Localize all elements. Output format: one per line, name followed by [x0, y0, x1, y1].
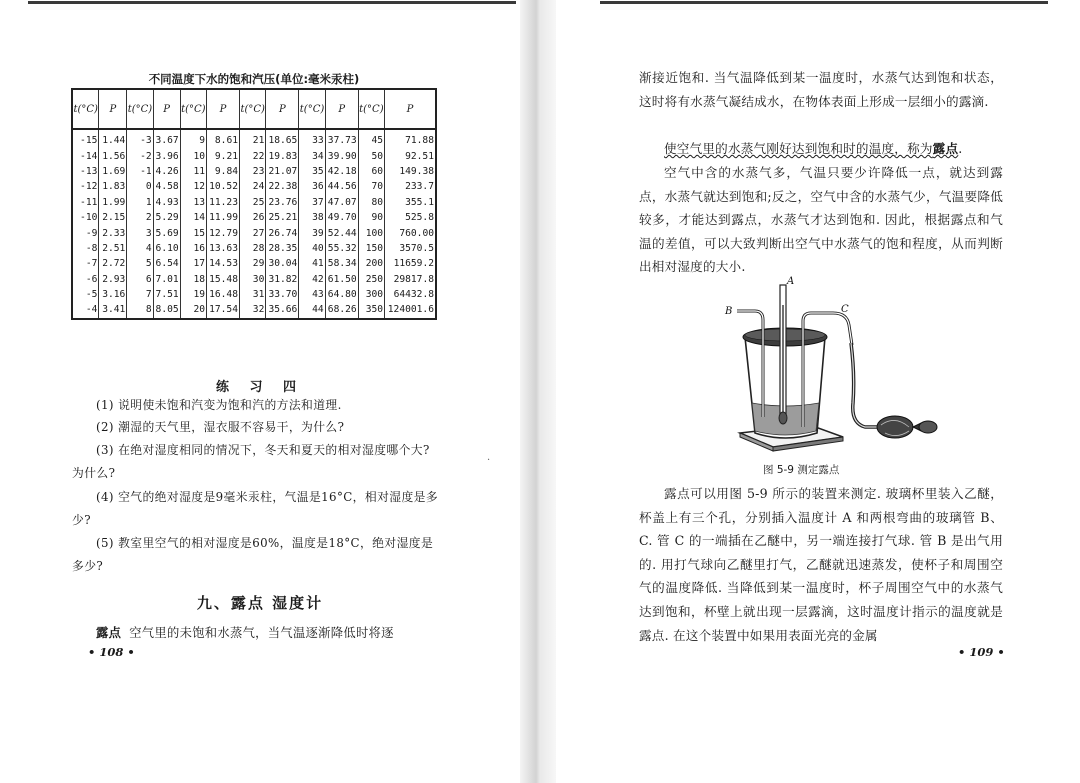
pressure-cell: 47.07	[325, 195, 358, 210]
pressure-cell: 9.21	[207, 148, 240, 163]
pressure-cell: 55.32	[325, 241, 358, 256]
top-rule-left	[28, 1, 516, 4]
pressure-cell: 12.79	[207, 225, 240, 240]
temperature-cell: 45	[358, 129, 384, 148]
section-title: 九、露点 湿度计	[196, 594, 324, 612]
temperature-cell: 100	[358, 225, 384, 240]
exercise-title: 练 习 四	[215, 380, 305, 395]
pressure-cell: 1.83	[99, 179, 127, 194]
pressure-cell: 21.07	[266, 164, 299, 179]
paragraph-1	[639, 66, 1003, 113]
label-b: B	[725, 306, 733, 317]
pressure-cell: 25.21	[266, 210, 299, 225]
exercise-4	[72, 486, 440, 531]
table-row	[72, 148, 436, 163]
pressure-cell: 7.01	[153, 272, 180, 287]
table-row	[72, 195, 436, 210]
exercise-text: 空气的绝对湿度是9毫米汞柱，气温是16°C，相对湿度是多少?	[72, 490, 439, 527]
table-row	[72, 241, 436, 256]
pressure-cell: 18.65	[266, 129, 299, 148]
pressure-cell: 4.58	[153, 179, 180, 194]
table-row	[72, 302, 436, 318]
temperature-cell: 50	[358, 148, 384, 163]
temperature-cell: 150	[358, 241, 384, 256]
pressure-cell: 1.56	[99, 148, 127, 163]
definition-underlined	[664, 141, 958, 156]
exercise-text: 潮湿的天气里，湿衣服不容易干，为什么?	[118, 420, 345, 434]
definition-post: .	[958, 141, 963, 156]
pressure-cell: 28.35	[266, 241, 299, 256]
temperature-cell: 60	[358, 164, 384, 179]
pressure-cell: 8.61	[207, 129, 240, 148]
temperature-cell: 26	[240, 210, 266, 225]
column-header: P	[153, 89, 180, 129]
pressure-cell: 6.10	[153, 241, 180, 256]
dew-point-text: 空气里的未饱和水蒸气，当气温逐渐降低时将逐	[129, 626, 394, 640]
temperature-cell: 2	[127, 210, 153, 225]
temperature-cell: 11	[180, 164, 206, 179]
table-row	[72, 256, 436, 271]
temperature-cell: 27	[240, 225, 266, 240]
table-row	[72, 164, 436, 179]
vapor-pressure-table	[71, 88, 437, 320]
pressure-cell: 124001.6	[385, 302, 436, 318]
definition-paragraph	[639, 137, 1003, 161]
exercise-text: 教室里空气的相对湿度是60%，温度是18°C，绝对湿度是多少?	[72, 536, 434, 573]
pressure-cell: 149.38	[385, 164, 436, 179]
temperature-cell: 40	[299, 241, 325, 256]
exercise-number: (4)	[96, 490, 114, 504]
pressure-cell: 35.66	[266, 302, 299, 318]
top-rule-right	[600, 1, 1048, 4]
column-header: t(°C)	[358, 89, 384, 129]
exercise-3	[72, 439, 440, 484]
table-row	[72, 210, 436, 225]
pressure-cell: 11659.2	[385, 256, 436, 271]
paragraph-2-text: 空气中含的水蒸气多，气温只要少许降低一点，就达到露点，水蒸气就达到饱和;反之，空气中含的水蒸气少，气温要降低较多，才能达到露点，水蒸气才达到饱和. 因此，根据露点和气温的差值，可以大致判断出空气中水蒸气的饱和程度，从而判断出相对湿度的大小.	[639, 165, 1003, 275]
temperature-cell: 28	[240, 241, 266, 256]
temperature-cell: 25	[240, 195, 266, 210]
definition-pre: 使空气里的水蒸气刚好达到饱和时的温度，称为	[664, 141, 933, 156]
temperature-cell: 6	[127, 272, 153, 287]
pressure-cell: 19.83	[266, 148, 299, 163]
column-header: P	[99, 89, 127, 129]
pressure-cell: 11.99	[207, 210, 240, 225]
pressure-cell: 4.26	[153, 164, 180, 179]
temperature-cell: -1	[127, 164, 153, 179]
dew-point-paragraph	[96, 622, 441, 644]
pressure-cell: 1.44	[99, 129, 127, 148]
temperature-cell: 250	[358, 272, 384, 287]
pressure-cell: 37.73	[325, 129, 358, 148]
pressure-cell: 33.70	[266, 287, 299, 302]
thermometer-bulb	[779, 412, 787, 424]
pressure-cell: 355.1	[385, 195, 436, 210]
temperature-cell: -14	[80, 150, 98, 162]
temperature-cell: -13	[80, 165, 98, 177]
pressure-cell: 71.88	[385, 129, 436, 148]
pressure-cell: 3570.5	[385, 241, 436, 256]
temperature-cell: -2	[127, 148, 153, 163]
dew-point-lead: 露点	[96, 626, 122, 640]
temperature-cell: 16	[180, 241, 206, 256]
exercise-number: (5)	[96, 536, 114, 550]
temperature-cell: -6	[85, 273, 98, 285]
temperature-cell: 35	[299, 164, 325, 179]
temperature-cell: 0	[127, 179, 153, 194]
label-c: C	[841, 304, 849, 315]
temperature-cell: 18	[180, 272, 206, 287]
book-gutter	[520, 0, 556, 783]
temperature-cell: 30	[240, 272, 266, 287]
temperature-cell: 90	[358, 210, 384, 225]
temperature-cell: 200	[358, 256, 384, 271]
pressure-cell: 14.53	[207, 256, 240, 271]
paragraph-3-text: 露点可以用图 5-9 所示的装置来测定. 玻璃杯里装入乙醚，杯盖上有三个孔，分别插入温度计 A 和两根弯曲的玻璃管 B、C. 管 C 的一端插在乙醚中，另一端连接打气球. 管 B 是出气用的. 用打气球向乙醚里打气，乙醚就迅速蒸发，使杯子和周围空气的温度降低. 当降低到某一温度时，杯子周围空气中的水蒸气达到饱和，杯壁上就出现一层露滴，这时温度计指示的温度就是露点. 在这个装置中如果用表面光亮的金属	[639, 486, 1003, 643]
exercise-text: 说明使未饱和汽变为饱和汽的方法和道理.	[118, 398, 342, 412]
speck-mark: ·	[487, 455, 491, 466]
temperature-cell: 36	[299, 179, 325, 194]
temperature-cell: 4	[127, 241, 153, 256]
pressure-cell: 11.23	[207, 195, 240, 210]
pressure-cell: 22.38	[266, 179, 299, 194]
temperature-cell: 350	[358, 302, 384, 318]
definition-text	[639, 137, 1003, 161]
pressure-cell: 10.52	[207, 179, 240, 194]
column-header: P	[266, 89, 299, 129]
pressure-cell: 525.8	[385, 210, 436, 225]
pressure-cell: 9.84	[207, 164, 240, 179]
temperature-cell: 29	[240, 256, 266, 271]
pressure-cell: 4.93	[153, 195, 180, 210]
table-row	[72, 287, 436, 302]
temperature-cell: 32	[240, 302, 266, 318]
temperature-cell: 3	[127, 225, 153, 240]
table-row	[72, 129, 436, 148]
temperature-cell: 80	[358, 195, 384, 210]
pressure-cell: 42.18	[325, 164, 358, 179]
temperature-cell: 22	[240, 148, 266, 163]
column-header: t(°C)	[180, 89, 206, 129]
column-header: t(°C)	[240, 89, 266, 129]
table-row	[72, 272, 436, 287]
pressure-cell: 3.41	[99, 302, 127, 318]
temperature-cell: 23	[240, 164, 266, 179]
paragraph-2	[639, 161, 1003, 279]
temperature-cell: 5	[127, 256, 153, 271]
pressure-cell: 17.54	[207, 302, 240, 318]
exercise-text: 在绝对湿度相同的情况下，冬天和夏天的相对湿度哪个大?为什么?	[72, 443, 430, 480]
table-row	[72, 225, 436, 240]
temperature-cell: -9	[85, 227, 98, 239]
temperature-cell: 12	[180, 179, 206, 194]
page-number-left: • 108 •	[88, 645, 135, 659]
table-title: 不同温度下水的饱和汽压(单位:毫米汞柱)	[148, 72, 360, 86]
exercise-number: (3)	[96, 443, 114, 457]
pressure-cell: 68.26	[325, 302, 358, 318]
temperature-cell: 70	[358, 179, 384, 194]
label-a: A	[787, 276, 795, 287]
exercise-5	[72, 532, 440, 577]
pressure-cell: 2.72	[99, 256, 127, 271]
pressure-cell: 92.51	[385, 148, 436, 163]
rubber-hose	[851, 343, 877, 427]
pressure-cell: 3.67	[153, 129, 180, 148]
temperature-cell: 21	[240, 129, 266, 148]
pressure-cell: 7.51	[153, 287, 180, 302]
exercise-1	[72, 394, 440, 417]
temperature-cell: -11	[80, 196, 98, 208]
pressure-cell: 26.74	[266, 225, 299, 240]
temperature-cell: 43	[299, 287, 325, 302]
exercise-2	[72, 416, 440, 439]
temperature-cell: 42	[299, 272, 325, 287]
temperature-cell: 300	[358, 287, 384, 302]
temperature-cell: -3	[127, 129, 153, 148]
column-header: P	[207, 89, 240, 129]
definition-term: 露点	[932, 141, 959, 156]
temperature-cell: 20	[180, 302, 206, 318]
pressure-cell: 2.51	[99, 241, 127, 256]
pressure-cell: 23.76	[266, 195, 299, 210]
pressure-cell: 8.05	[153, 302, 180, 318]
temperature-cell: 13	[180, 195, 206, 210]
pressure-cell: 58.34	[325, 256, 358, 271]
column-header: P	[385, 89, 436, 129]
pressure-cell: 16.48	[207, 287, 240, 302]
temperature-cell: -8	[85, 242, 98, 254]
temperature-cell: -10	[80, 212, 98, 224]
pressure-cell: 13.63	[207, 241, 240, 256]
table-header-row	[72, 89, 436, 129]
temperature-cell: 10	[180, 148, 206, 163]
pressure-cell: 2.93	[99, 272, 127, 287]
temperature-cell: 1	[127, 195, 153, 210]
temperature-cell: 34	[299, 148, 325, 163]
paragraph-3	[639, 482, 1003, 647]
temperature-cell: 19	[180, 287, 206, 302]
temperature-cell: 14	[180, 210, 206, 225]
pressure-cell: 31.82	[266, 272, 299, 287]
pressure-cell: 2.15	[99, 210, 127, 225]
temperature-cell: 9	[180, 129, 206, 148]
pressure-cell: 15.48	[207, 272, 240, 287]
pressure-cell: 30.04	[266, 256, 299, 271]
pressure-cell: 1.69	[99, 164, 127, 179]
pressure-cell: 3.96	[153, 148, 180, 163]
pressure-cell: 44.56	[325, 179, 358, 194]
pressure-cell: 3.16	[99, 287, 127, 302]
pressure-cell: 5.29	[153, 210, 180, 225]
column-header: t(°C)	[72, 89, 99, 129]
temperature-cell: 38	[299, 210, 325, 225]
column-header: t(°C)	[127, 89, 153, 129]
page-number-right: • 109 •	[958, 645, 1005, 659]
figure-caption: 图 5-9 测定露点	[763, 464, 840, 476]
temperature-cell: 15	[180, 225, 206, 240]
temperature-cell: 41	[299, 256, 325, 271]
temperature-cell: -15	[80, 135, 98, 147]
air-bulb-pump	[877, 416, 913, 438]
pressure-cell: 52.44	[325, 225, 358, 240]
pressure-cell: 29817.8	[385, 272, 436, 287]
temperature-cell: 33	[299, 129, 325, 148]
pressure-cell: 1.99	[99, 195, 127, 210]
pressure-cell: 760.00	[385, 225, 436, 240]
pressure-cell: 233.7	[385, 179, 436, 194]
exercise-number: (2)	[96, 420, 114, 434]
temperature-cell: -5	[85, 289, 98, 301]
temperature-cell: 17	[180, 256, 206, 271]
pressure-cell: 5.69	[153, 225, 180, 240]
pressure-cell: 49.70	[325, 210, 358, 225]
temperature-cell: 37	[299, 195, 325, 210]
pressure-cell: 64432.8	[385, 287, 436, 302]
table-row	[72, 179, 436, 194]
column-header: t(°C)	[299, 89, 325, 129]
paragraph-1-text: 渐接近饱和. 当气温降低到某一温度时，水蒸气达到饱和状态，这时将有水蒸气凝结成水，在物体表面上形成一层细小的露滴.	[639, 70, 1003, 109]
temperature-cell: -4	[85, 304, 98, 316]
temperature-cell: 44	[299, 302, 325, 318]
temperature-cell: -12	[80, 181, 98, 193]
temperature-cell: 31	[240, 287, 266, 302]
temperature-cell: 8	[127, 302, 153, 318]
temperature-cell: 7	[127, 287, 153, 302]
exercise-number: (1)	[96, 398, 114, 412]
pressure-cell: 64.80	[325, 287, 358, 302]
temperature-cell: -7	[85, 258, 98, 270]
temperature-cell: 24	[240, 179, 266, 194]
pressure-cell: 6.54	[153, 256, 180, 271]
column-header: P	[325, 89, 358, 129]
temperature-cell: 39	[299, 225, 325, 240]
pressure-cell: 39.90	[325, 148, 358, 163]
pressure-cell: 2.33	[99, 225, 127, 240]
pressure-cell: 61.50	[325, 272, 358, 287]
dew-point-apparatus-figure	[715, 275, 950, 460]
